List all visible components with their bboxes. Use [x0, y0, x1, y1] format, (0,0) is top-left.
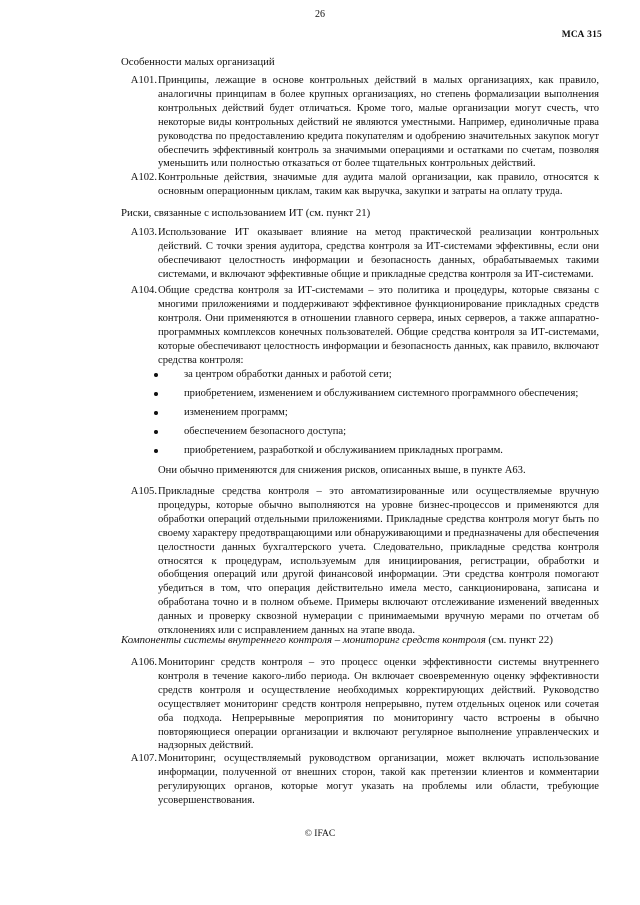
paragraph-number: A105.: [130, 486, 157, 497]
paragraph-a103: [121, 226, 599, 282]
list-item: [150, 387, 600, 406]
page-number: 26: [315, 9, 325, 20]
paragraph-number: A104.: [130, 285, 157, 296]
paragraph-a102: [121, 171, 599, 199]
paragraph-text: Контрольные действия, значимые для аудита малой организации, как правило, относятся к основным операционным циклам, таким как выручка, закупки и затраты на оплату труда.: [158, 172, 599, 197]
paragraph-text: Общие средства контроля за ИТ-системами – это политика и процедуры, которые связаны с многими приложениями и поддерживают эффективное функционирование прикладных средств контроля. Они применяются в отношении главного сервера, иных серверов, а также аппаратно-программных комплексов конечных пользователей. Общие средства контроля за ИТ-системами, которые обеспечивают целостность информации и безопасность данных, как правило, включают средства контроля:: [158, 285, 599, 366]
list-item-text: приобретением, изменением и обслуживанием системного программного обеспечения;: [184, 388, 579, 399]
list-item: [150, 406, 600, 425]
bullet-icon: [154, 411, 158, 415]
list-item: [150, 444, 600, 463]
list-item-text: за центром обработки данных и работой сети;: [184, 369, 392, 380]
section-heading-it-risks: Риски, связанные с использованием ИТ (см. пункт 21): [121, 207, 371, 219]
list-item-text: обеспечением безопасного доступа;: [184, 426, 347, 437]
paragraph-a104-closing: [121, 464, 599, 478]
paragraph-text: Использование ИТ оказывает влияние на метод практической реализации контрольных действий. С точки зрения аудитора, средства контроля за ИТ-системами эффективны, если они обеспечивают целостность информации и безопасность данных, обрабатываемых такими системами, и включают эффективные общие и прикладные средства контроля за ИТ-системами.: [158, 227, 599, 280]
bullet-list: [150, 368, 600, 463]
paragraph-text: Они обычно применяются для снижения рисков, описанных выше, в пункте A63.: [158, 465, 526, 476]
paragraph-text: Прикладные средства контроля – это автоматизированные или осуществляемые вручную процедуры, которые обычно выполняются на уровне бизнес-процессов и применяются для обработки операций отдельными приложениями. Прикладные средства контроля могут быть по своему характеру предотвращающими или обнаруживающими и предназначены для обеспечения целостности данных бухгалтерского учета. Следовательно, прикладные средства контроля относятся к процедурам, используемым для инициирования, регистрации, обработки и обобщения операций или другой финансовой информации. Эти средства контроля помогают убедиться в том, что операция действительно имела место, санкционирована, записана и обработана точно и в полном объеме. Примеры включают отслеживание изменений введенных данных и проверку сквозной нумерации с принимаемыми вручную мерами по отчетам об отклонениях или с исправлением данных на этапе ввода.: [158, 486, 599, 637]
heading-italic-part: Компоненты системы внутреннего контроля – мониторинг средств контроля: [121, 634, 486, 646]
copyright-footer: © IFAC: [304, 829, 336, 839]
section-heading-small-entities: Особенности малых организаций: [121, 56, 275, 68]
standard-code: МСА 315: [561, 30, 602, 40]
bullet-icon: [154, 430, 158, 434]
list-item: [150, 425, 600, 444]
section-heading-monitoring: [121, 634, 553, 648]
paragraph-number: A103.: [130, 227, 157, 238]
list-item: [150, 368, 600, 387]
list-item-text: изменением программ;: [184, 407, 288, 418]
paragraph-a101: [121, 74, 599, 171]
bullet-icon: [154, 373, 158, 377]
bullet-icon: [154, 449, 158, 453]
paragraph-number: A107.: [130, 753, 157, 764]
paragraph-text: Мониторинг, осуществляемый руководством организации, может включать использование информации, полученной от внешних сторон, такой как претензии клиентов и комментарии регулирующих органов, которые могут указать на проблемы или области, требующие усовершенствования.: [158, 753, 599, 806]
paragraph-number: A106.: [130, 657, 157, 668]
paragraph-a104: [121, 284, 599, 367]
paragraph-a105: [121, 485, 599, 638]
bullet-icon: [154, 392, 158, 396]
paragraph-number: A102.: [130, 172, 157, 183]
paragraph-number: A101.: [130, 75, 157, 86]
heading-reference: (см. пункт 22): [485, 634, 553, 646]
paragraph-text: Принципы, лежащие в основе контрольных действий в малых организациях, как правило, аналогичны принципам в более крупных организациях, но степень формализации выполнения контрольных действий будет отличаться. Кроме того, малые организации могут счесть, что некоторые виды контрольных действий не являются уместными. Например, единоличные права руководства по предоставлению кредита покупателям и одобрению значительных закупок могут обеспечить эффективный контроль за значимыми операциями и остатками по счетам, позволяя уменьшить или полностью отказаться от более тщательных контрольных действий.: [158, 75, 599, 170]
paragraph-a107: [121, 752, 599, 808]
paragraph-a106: [121, 656, 599, 753]
list-item-text: приобретением, разработкой и обслуживанием прикладных программ.: [184, 445, 503, 456]
paragraph-text: Мониторинг средств контроля – это процесс оценки эффективности системы внутреннего контроля в течение какого-либо периода. Он включает своевременную оценку эффективности средств контроля и осуществление необходимых корректирующих действий. Руководство осуществляет мониторинг средств контроля непрерывно, путем отдельных оценок или сочетая оба подхода. Непрерывные мероприятия по мониторингу часто встроены в обычно повторяющиеся операции организации и включают регулярное выполнение управленческих и надзорных действий.: [158, 657, 599, 752]
